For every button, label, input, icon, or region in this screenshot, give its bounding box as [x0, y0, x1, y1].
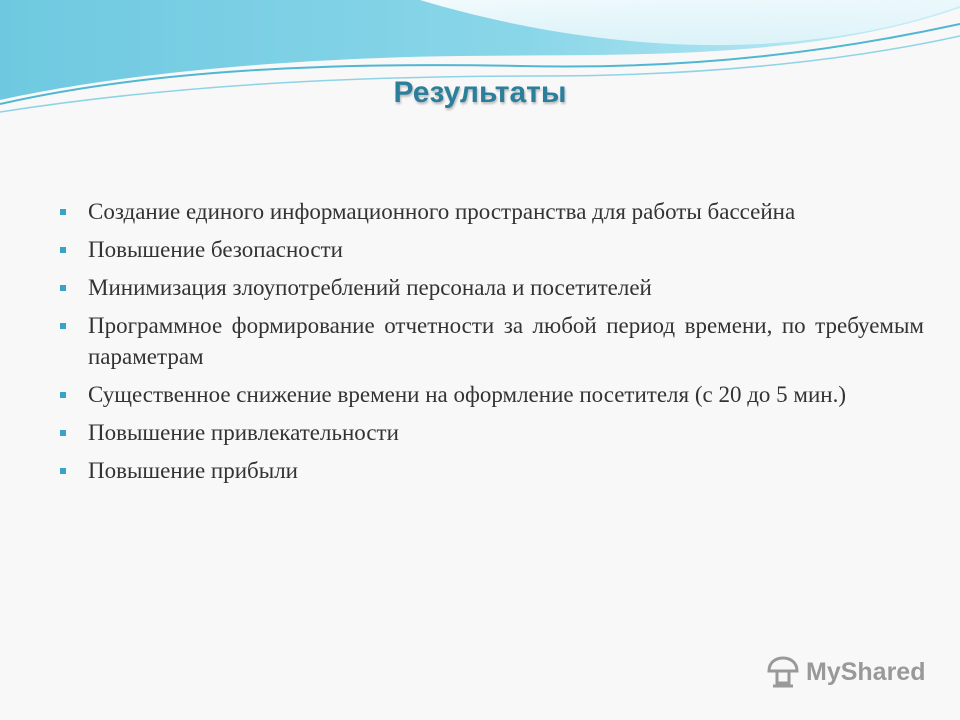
square-bullet-icon	[60, 285, 66, 291]
myshared-watermark	[766, 656, 925, 688]
square-bullet-icon	[60, 209, 66, 215]
list-item-text: Минимизация злоупотреблений персонала и посетителей	[88, 275, 652, 300]
bullet-list	[58, 196, 924, 493]
mushroom-logo-icon	[766, 656, 800, 688]
square-bullet-icon	[60, 392, 66, 398]
list-item	[58, 272, 924, 303]
list-item-text: Создание единого информационного пространства для работы бассейна	[88, 199, 796, 224]
decorative-wave-header	[0, 0, 960, 130]
square-bullet-icon	[60, 430, 66, 436]
list-item	[58, 310, 924, 372]
list-item-text: Повышение прибыли	[88, 458, 298, 483]
list-item	[58, 455, 924, 486]
watermark-text: MyShared	[806, 657, 926, 686]
list-item-text: Повышение безопасности	[88, 237, 343, 262]
list-item	[58, 417, 924, 448]
square-bullet-icon	[60, 323, 66, 329]
list-item-text: Существенное снижение времени на оформление посетителя (с 20 до 5 мин.)	[88, 382, 847, 407]
list-item	[58, 196, 924, 227]
slide-title: Результаты	[393, 76, 567, 109]
square-bullet-icon	[60, 247, 66, 253]
list-item-text: Повышение привлекательности	[88, 420, 399, 445]
square-bullet-icon	[60, 468, 66, 474]
list-item	[58, 234, 924, 265]
list-item-text: Программное формирование отчетности за любой период времени, по требуемым параметрам	[88, 313, 924, 369]
list-item	[58, 379, 924, 410]
